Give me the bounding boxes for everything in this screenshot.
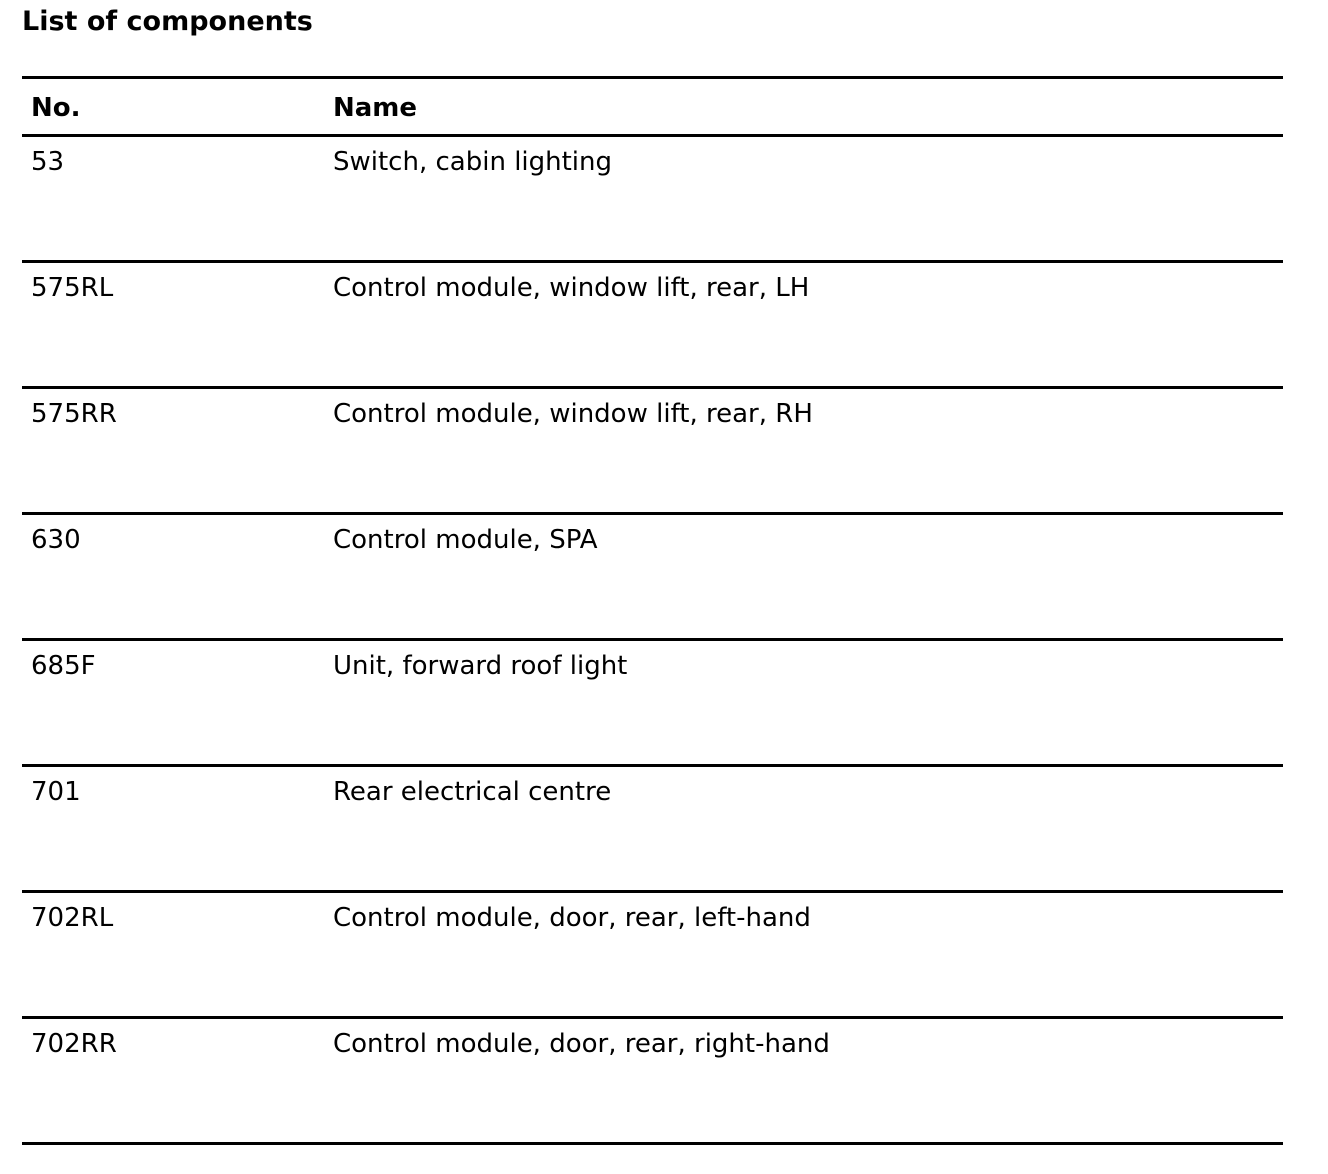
component-name: Control module, window lift, rear, LH [333, 273, 810, 303]
component-name: Unit, forward roof light [333, 651, 628, 681]
table-row [22, 893, 1283, 1019]
component-number: 630 [31, 525, 81, 555]
component-number: 53 [31, 147, 65, 177]
component-name: Control module, SPA [333, 525, 598, 555]
column-header-name: Name [333, 93, 418, 123]
component-number: 702RR [31, 1029, 117, 1059]
component-name: Switch, cabin lighting [333, 147, 613, 177]
component-name: Control module, window lift, rear, RH [333, 399, 813, 429]
column-header-no: No. [31, 93, 81, 123]
component-number: 575RR [31, 399, 117, 429]
component-name: Control module, door, rear, right-hand [333, 1029, 830, 1059]
table-row [22, 641, 1283, 767]
table-header-row [22, 79, 1283, 137]
component-number: 575RL [31, 273, 114, 303]
table-row [22, 263, 1283, 389]
component-number: 702RL [31, 903, 114, 933]
table-row [22, 1019, 1283, 1145]
table-row [22, 137, 1283, 263]
component-number: 701 [31, 777, 81, 807]
component-name: Control module, door, rear, left-hand [333, 903, 811, 933]
component-number: 685F [31, 651, 96, 681]
page-title: List of components [22, 6, 313, 37]
component-name: Rear electrical centre [333, 777, 612, 807]
table-row [22, 389, 1283, 515]
table-row [22, 515, 1283, 641]
table-row [22, 767, 1283, 893]
components-table [22, 76, 1283, 1145]
